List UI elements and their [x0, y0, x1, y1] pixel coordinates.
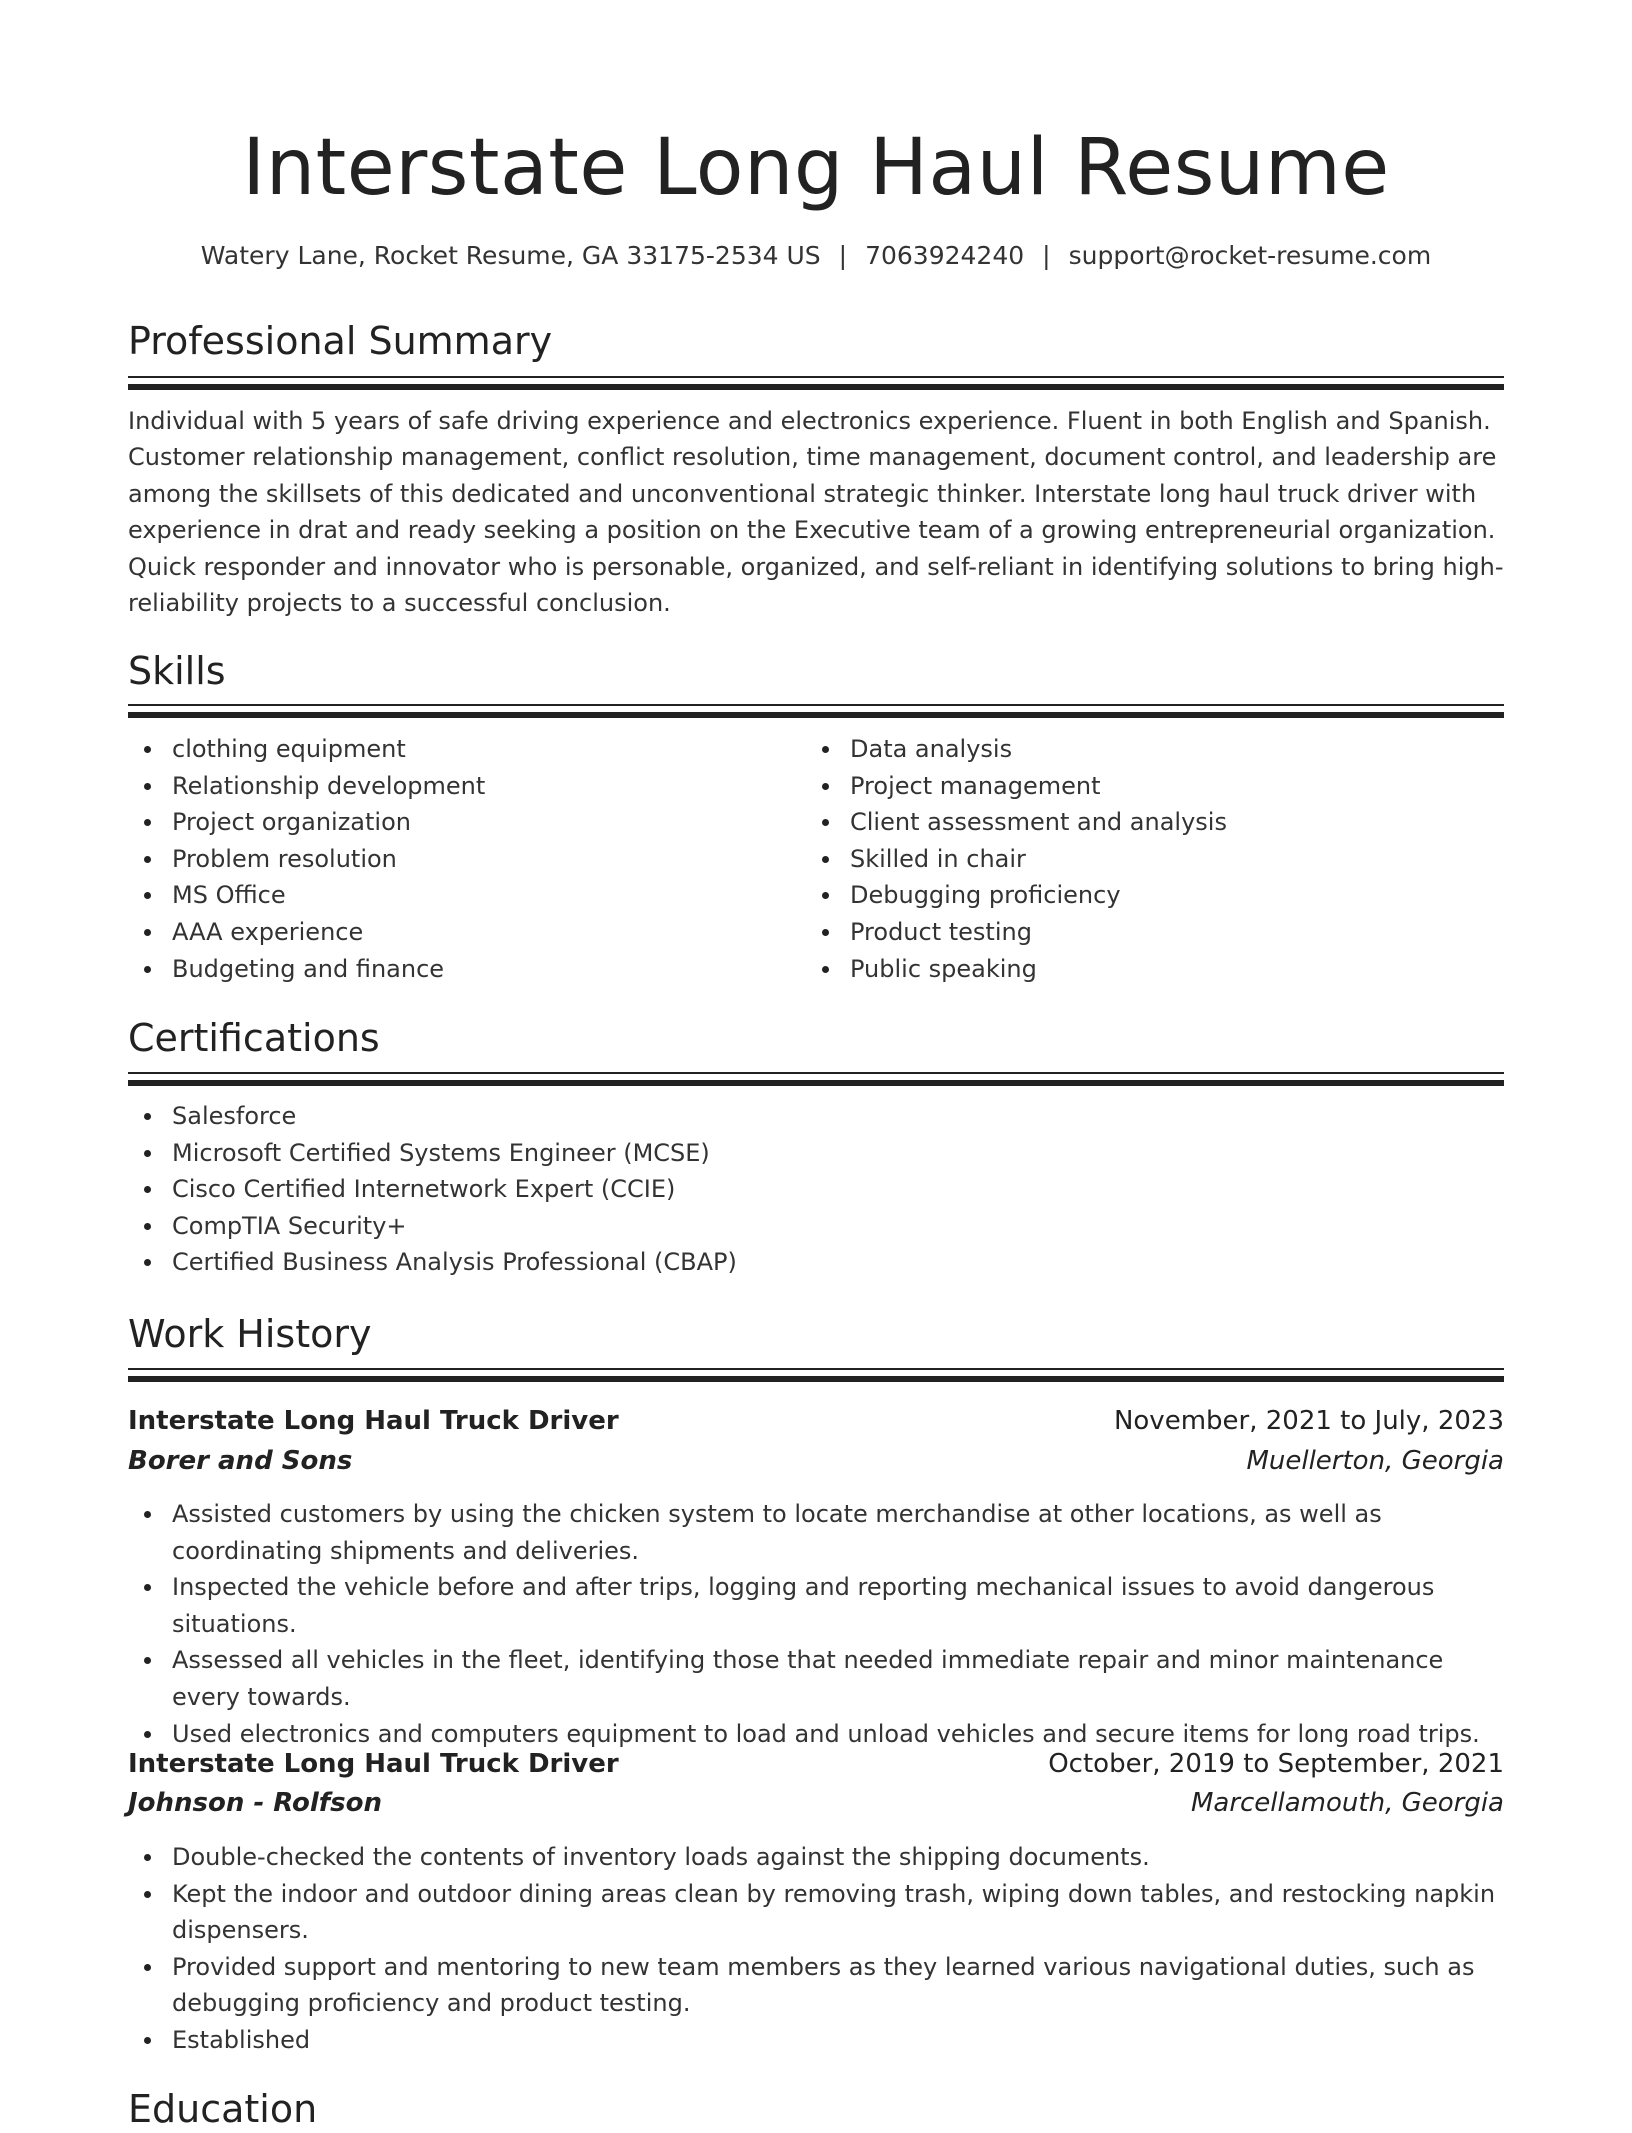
separator: | [1042, 241, 1051, 270]
job-title: Interstate Long Haul Truck Driver [128, 1406, 619, 1436]
skill-item: Relationship development [128, 768, 788, 805]
job-location: Muellerton, Georgia [1246, 1446, 1504, 1476]
skill-item: Public speaking [806, 951, 1504, 988]
address: Watery Lane, Rocket Resume, GA 33175-2534 US [200, 241, 821, 270]
email: support@rocket-resume.com [1068, 241, 1432, 270]
skill-item: Project organization [128, 804, 788, 841]
skill-item: Project management [806, 768, 1504, 805]
section-divider [128, 1072, 1504, 1086]
resume-title: Interstate Long Haul Resume [242, 123, 1390, 213]
skill-item: MS Office [128, 877, 788, 914]
job-bullet: Assisted customers by using the chicken system to locate merchandise at other locations, as well as coordinating shipments and deliveries. [128, 1496, 1508, 1569]
job-company-row [128, 1783, 1504, 1823]
section-heading-summary: Professional Summary [128, 319, 553, 363]
job-bullets [128, 1839, 1508, 2059]
job-company: Borer and Sons [128, 1446, 353, 1476]
skill-item: Debugging proficiency [806, 877, 1504, 914]
job-location: Marcellamouth, Georgia [1190, 1788, 1504, 1818]
certification-item: Certified Business Analysis Professional (CBAP) [128, 1244, 1504, 1281]
section-divider [128, 704, 1504, 718]
skill-item: Product testing [806, 914, 1504, 951]
job-bullet: Inspected the vehicle before and after trips, logging and reporting mechanical issues to avoid dangerous situations. [128, 1569, 1508, 1642]
contact-line [0, 238, 1632, 274]
job-bullet: Used electronics and computers equipment to load and unload vehicles and secure items for long road trips. [128, 1716, 1508, 1753]
job-title-row [128, 1401, 1504, 1441]
separator: | [838, 241, 848, 270]
job-dates: October, 2019 to September, 2021 [1048, 1749, 1504, 1779]
job-bullet: Provided support and mentoring to new team members as they learned various navigational duties, such as debugging proficiency and product testing. [128, 1949, 1508, 2022]
job-bullet: Established [128, 2022, 1508, 2059]
job-title-row [128, 1744, 1504, 1784]
section-divider [128, 376, 1504, 390]
certification-item: Microsoft Certified Systems Engineer (MCSE) [128, 1135, 1504, 1172]
job-dates: November, 2021 to July, 2023 [1113, 1406, 1504, 1436]
skill-item: Problem resolution [128, 841, 788, 878]
section-divider [128, 1368, 1504, 1382]
section-heading-work-history: Work History [128, 1312, 372, 1356]
skill-item: Data analysis [806, 731, 1504, 768]
skills-list-left [128, 731, 788, 987]
job-company-row [128, 1441, 1504, 1481]
job-company: Johnson - Rolfson [128, 1788, 382, 1818]
job-bullets [128, 1496, 1508, 1752]
certification-item: Salesforce [128, 1098, 1504, 1135]
certifications-list [128, 1098, 1504, 1281]
skill-item: Skilled in chair [806, 841, 1504, 878]
summary-text: Individual with 5 years of safe driving experience and electronics experience. Fluent in both English and Spanish. Customer relationship management, conflict resolution, time management, document control, and leadership are among the skillsets of this dedicated and unconventional strategic thinker. Interstate long haul truck driver with experience in drat and ready seeking a position on the Executive team of a growing entrepreneurial organization. Quick responder and innovator who is personable, organized, and self-reliant in identifying solutions to bring high-reliability projects to a successful conclusion. [128, 407, 1504, 618]
skill-item: Client assessment and analysis [806, 804, 1504, 841]
job-bullet: Double-checked the contents of inventory loads against the shipping documents. [128, 1839, 1508, 1876]
certification-item: Cisco Certified Internetwork Expert (CCIE) [128, 1171, 1504, 1208]
section-heading-certifications: Certifications [128, 1016, 380, 1060]
certification-item: CompTIA Security+ [128, 1208, 1504, 1245]
job-title: Interstate Long Haul Truck Driver [128, 1749, 619, 1779]
job-bullet: Kept the indoor and outdoor dining areas clean by removing trash, wiping down tables, and restocking napkin dispensers. [128, 1876, 1508, 1949]
section-heading-education: Education [128, 2087, 318, 2131]
skill-item: clothing equipment [128, 731, 788, 768]
skill-item: AAA experience [128, 914, 788, 951]
section-heading-skills: Skills [128, 649, 226, 693]
skills-list-right [806, 731, 1504, 987]
phone: 7063924240 [865, 241, 1025, 270]
skill-item: Budgeting and finance [128, 951, 788, 988]
job-bullet: Assessed all vehicles in the fleet, identifying those that needed immediate repair and minor maintenance every towards. [128, 1642, 1508, 1715]
